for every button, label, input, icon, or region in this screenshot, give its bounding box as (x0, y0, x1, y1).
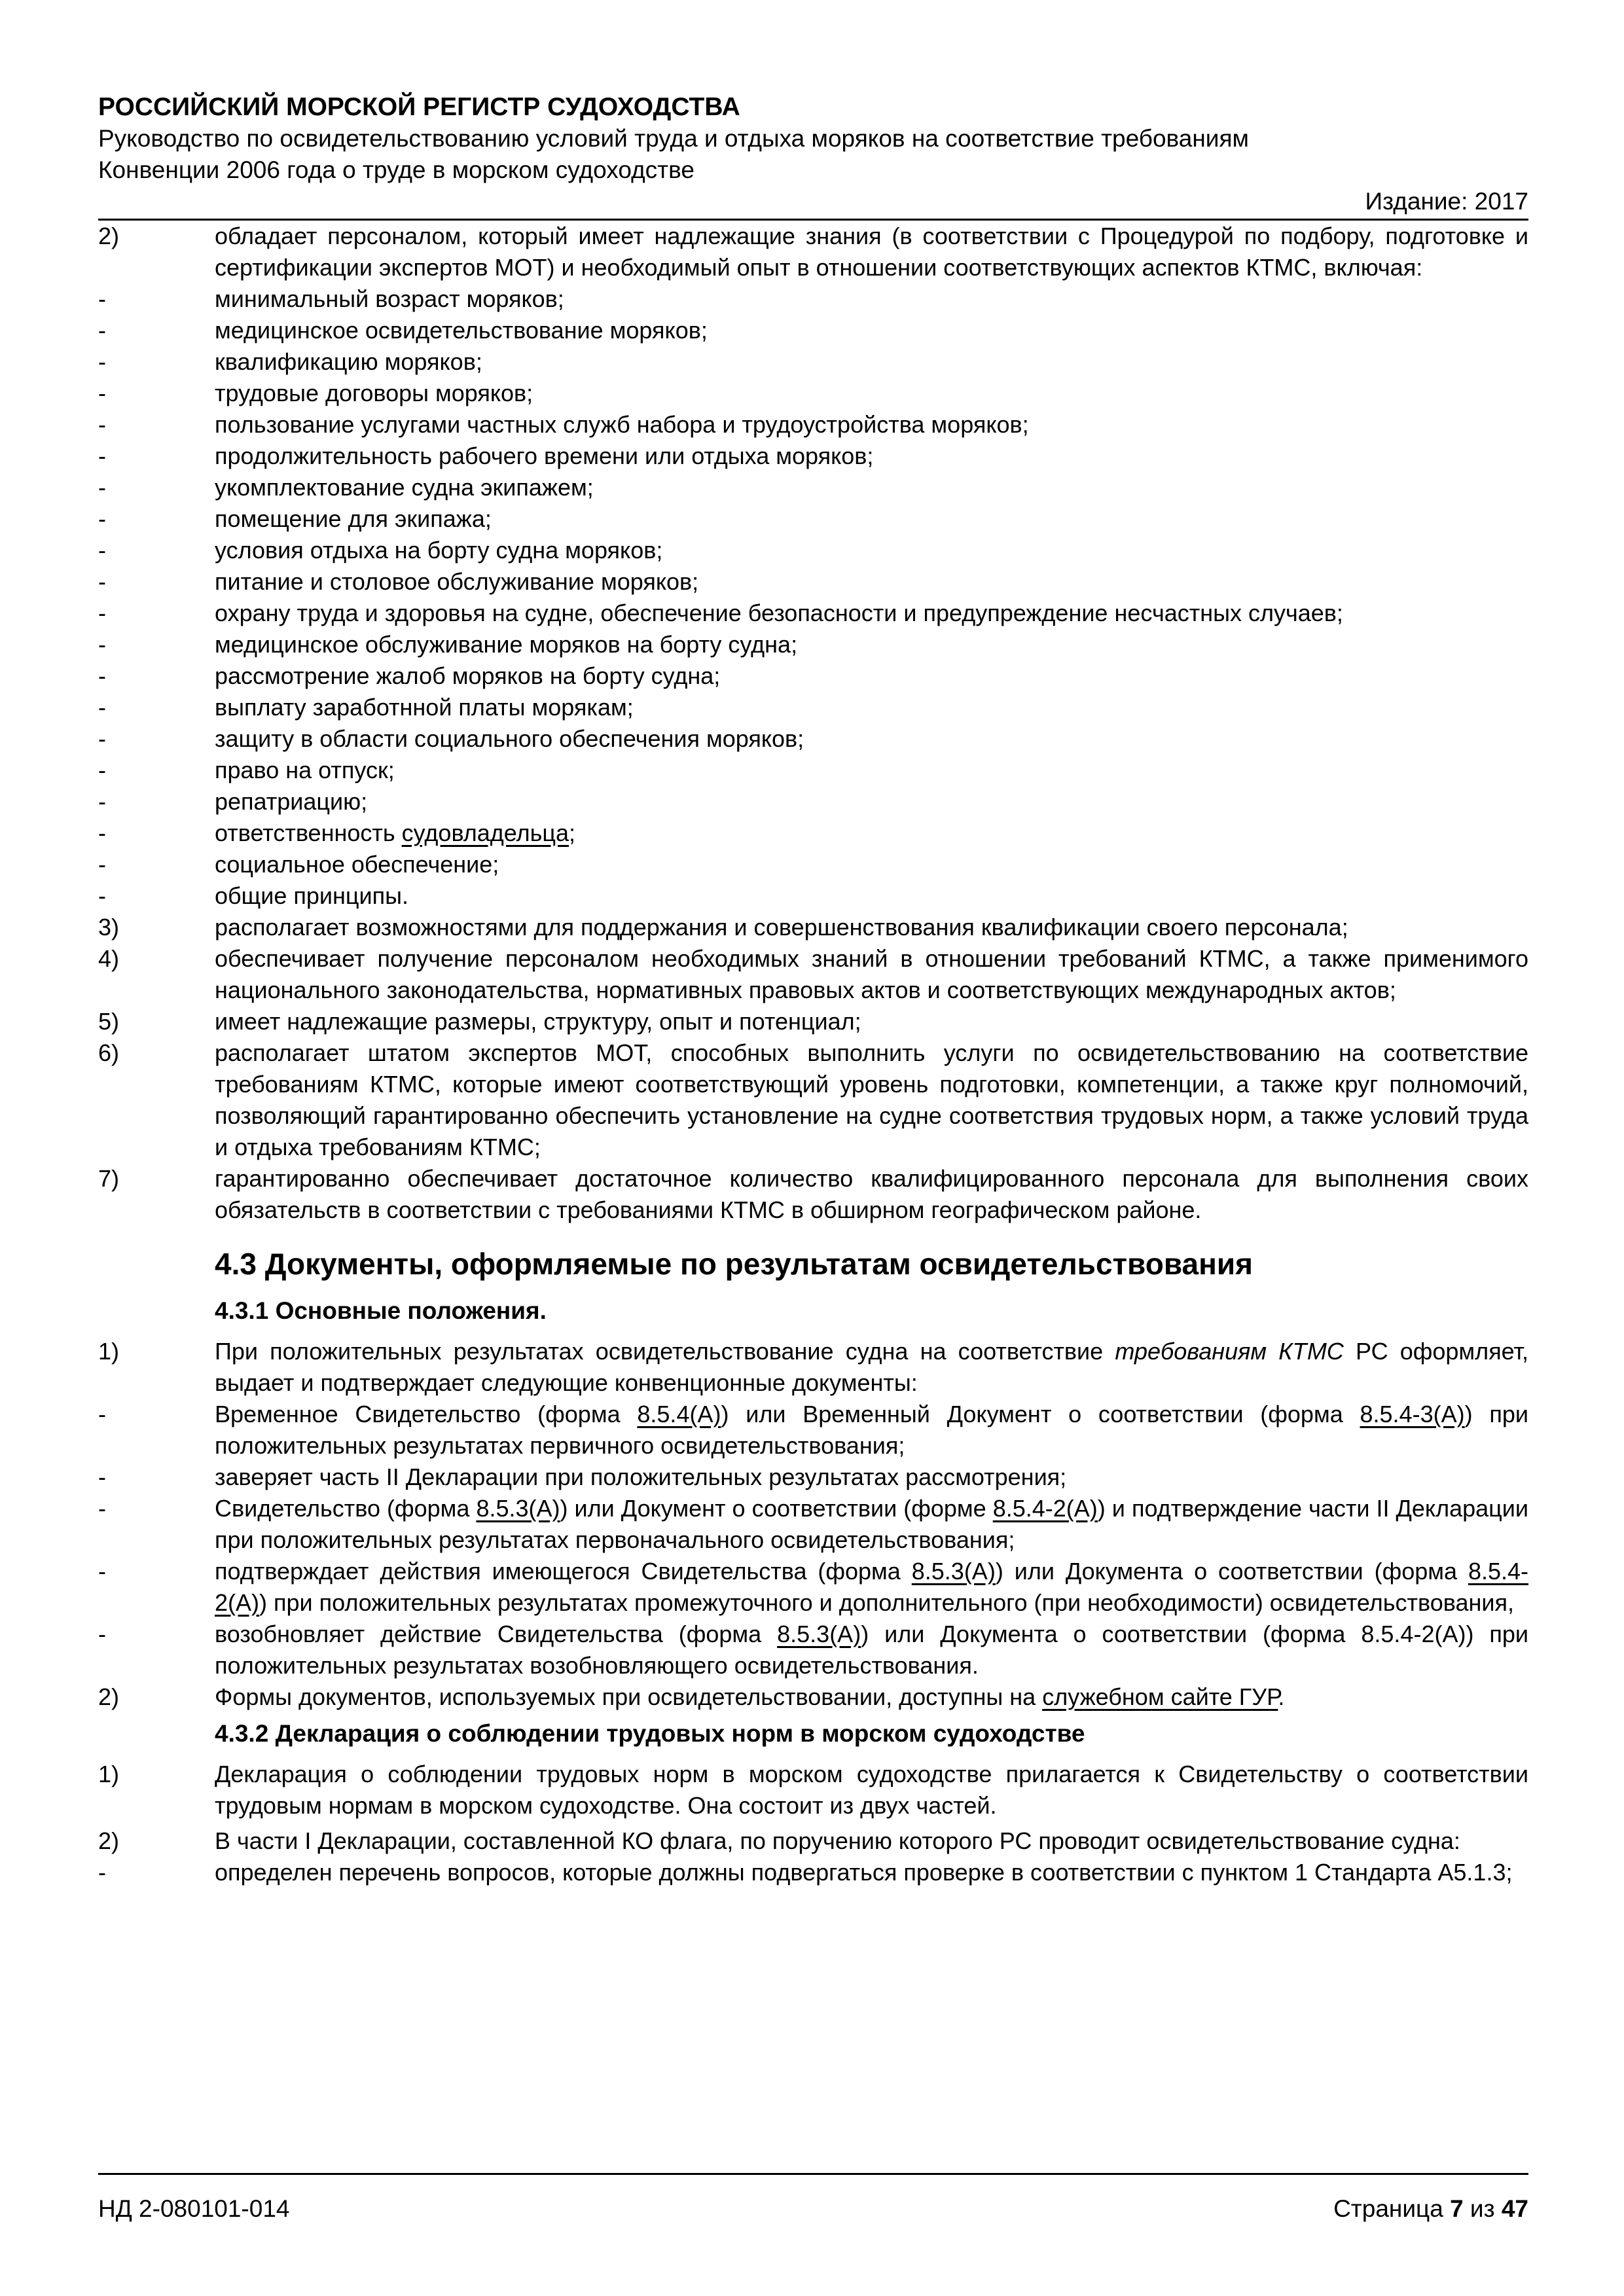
list-item (98, 1619, 1528, 1681)
section-heading-4-3: 4.3 Документы, оформляемые по результатам освидетельствования (215, 1247, 1253, 1281)
list-item (98, 660, 1528, 692)
header-edition: Издание: 2017 (1365, 188, 1528, 215)
item-marker: - (98, 442, 106, 469)
item-marker: - (98, 600, 106, 626)
item-marker: - (98, 1463, 106, 1490)
shipowner-link[interactable]: судовладельца (401, 819, 569, 846)
list-item (98, 1681, 1528, 1713)
page-total: 47 (1501, 2195, 1528, 2222)
text-fragment: возобновляет действие Свидетельства (форма (215, 1621, 778, 1647)
list-item (98, 723, 1528, 755)
item-text: медицинское освидетельствование моряков; (215, 317, 708, 344)
item-text: выплату заработнной платы морякам; (215, 694, 634, 721)
section-heading-4-3-2: 4.3.2 Декларация о соблюдении трудовых норм в морском судоходстве (215, 1720, 1085, 1747)
list-item (98, 1006, 1528, 1037)
list-item (98, 912, 1528, 943)
text-fragment: ) или Документ о соответствии (форме (560, 1495, 993, 1522)
item-marker: - (98, 1859, 106, 1886)
item-marker: - (98, 348, 106, 375)
item-text: определен перечень вопросов, которые должны подвергаться проверке в соответствии с пунктом 1 Стандарта А5.1.3; (215, 1859, 1513, 1886)
list-item (98, 409, 1528, 440)
footer-page-number (1333, 2193, 1528, 2225)
of-label: из (1463, 2195, 1502, 2222)
item-marker: - (98, 851, 106, 878)
form-link[interactable]: 8.5.4(А) (637, 1401, 721, 1427)
list-item (98, 535, 1528, 566)
item-text: располагает штатом экспертов МОТ, способных выполнить услуги по освидетельствованию на соответствие требованиям КТМС, которые имеют соответствующий уровень подготовки, компетенции, а также круг полномочий, позволяющий гарантированно обеспечить установление на судне соответствия трудовых норм, а также условий труда и отдыха требованиям КТМС; (215, 1039, 1528, 1160)
list-item (98, 440, 1528, 472)
text-fragment: ) или Документа о соответствии (форма 8.5.4-2(А)) при положительных результатах возобновляющего освидетельствования. (215, 1621, 1529, 1679)
form-link[interactable]: 8.5.4-3(А) (1360, 1401, 1465, 1427)
item-marker: - (98, 694, 106, 721)
list-item (98, 1462, 1528, 1493)
page-num: 7 (1450, 2195, 1464, 2222)
item-text (215, 1556, 1528, 1619)
item-text: пользование услугами частных служб набора и трудоустройства моряков; (215, 411, 1029, 438)
list-item (98, 346, 1528, 378)
item-text: имеет надлежащие размеры, структуру, опыт и потенциал; (215, 1008, 861, 1035)
item-text: обеспечивает получение персоналом необходимых знаний в отношении требований КТМС, а также применимого национального законодательства, нормативных правовых актов и соответствующих международных актов; (215, 945, 1528, 1003)
header-org: РОССИЙСКИЙ МОРСКОЙ РЕГИСТР СУДОХОДСТВА (98, 93, 740, 121)
italic-text: требованиям КТМС (1115, 1338, 1344, 1365)
list-item (98, 221, 1528, 283)
list-item (98, 1857, 1528, 1888)
list-item (98, 1825, 1528, 1857)
bullet-list (98, 283, 1528, 817)
item-marker: - (98, 819, 106, 846)
numbered-list (98, 912, 1528, 1226)
item-text: продолжительность рабочего времени или отдыха моряков; (215, 442, 874, 469)
text-fragment: Свидетельство (форма (215, 1495, 477, 1522)
list-item (98, 786, 1528, 817)
item-marker: 2) (98, 223, 120, 249)
item-marker: 1) (98, 1338, 120, 1365)
item-marker: 2) (98, 1827, 120, 1854)
text-fragment: ) или Временный Документ о соответствии (форма (721, 1401, 1360, 1427)
item-marker: - (98, 568, 106, 595)
item-marker: 7) (98, 1165, 120, 1192)
item-marker: - (98, 1558, 106, 1585)
form-link[interactable]: 8.5.3(А) (777, 1621, 861, 1647)
item-marker: - (98, 788, 106, 815)
text-fragment: ) при положительных результатах промежуточного и дополнительного (при необходимости) освидетельствования, (259, 1589, 1514, 1616)
list-item (98, 1493, 1528, 1556)
item-text: квалификацию моряков; (215, 348, 482, 375)
section-heading-4-3-1: 4.3.1 Основные положения. (215, 1297, 547, 1324)
list-item (98, 472, 1528, 503)
list-item (98, 503, 1528, 535)
list-item (98, 755, 1528, 786)
item-text: питание и столовое обслуживание моряков; (215, 568, 699, 595)
text-fragment: ) и подтверждение части II Декларации при положительных результатах первоначального освидетельствования; (215, 1495, 1528, 1553)
item-marker: 3) (98, 914, 120, 941)
list-item (98, 1556, 1528, 1619)
text-fragment: ; (569, 819, 576, 846)
footer-divider (98, 2173, 1528, 2175)
list-item (98, 566, 1528, 598)
item-text (215, 1336, 1528, 1399)
bullet-list (98, 849, 1528, 912)
item-marker: 6) (98, 1039, 120, 1066)
list-item (98, 629, 1528, 660)
item-marker: 4) (98, 945, 120, 972)
list-item (98, 283, 1528, 315)
form-link[interactable]: 8.5.3(А) (911, 1558, 996, 1585)
item-marker: - (98, 505, 106, 532)
item-text: укомплектование судна экипажем; (215, 474, 594, 501)
list-item (98, 943, 1528, 1006)
list-item (98, 1037, 1528, 1163)
item-text: располагает возможностями для поддержания и совершенствования квалификации своего персонала; (215, 914, 1348, 941)
item-marker: - (98, 474, 106, 501)
item-marker: - (98, 757, 106, 783)
form-link[interactable]: 8.5.4-2(А) (215, 1558, 1528, 1616)
item-marker: - (98, 662, 106, 689)
header-subtitle (98, 123, 1528, 186)
item-marker: - (98, 285, 106, 312)
form-link[interactable]: 8.5.3(А) (476, 1495, 560, 1522)
item-text: общие принципы. (215, 882, 408, 909)
text-fragment: РС оформляет, выдает и подтверждает следующие конвенционные документы: (215, 1338, 1529, 1396)
item-text: заверяет часть II Декларации при положительных результатах рассмотрения; (215, 1463, 1067, 1490)
page-label: Страница (1333, 2195, 1451, 2222)
form-link[interactable]: 8.5.4-2(А) (992, 1495, 1098, 1522)
item-text (215, 1619, 1528, 1681)
item-text (215, 1493, 1528, 1556)
item-text: медицинское обслуживание моряков на борту судна; (215, 631, 798, 658)
list-item (98, 817, 1528, 849)
item-text: репатриацию; (215, 788, 368, 815)
document-page (98, 92, 1528, 1888)
text-fragment: Временное Свидетельство (форма (215, 1401, 638, 1427)
item-text: охрану труда и здоровья на судне, обеспечение безопасности и предупреждение несчастных случаев; (215, 600, 1343, 626)
item-marker: - (98, 631, 106, 658)
item-text: помещение для экипажа; (215, 505, 492, 532)
text-fragment: подтверждает действия имеющегося Свидетельства (форма (215, 1558, 912, 1585)
text-fragment: ) или Документа о соответствии (форма (995, 1558, 1468, 1585)
list-item (98, 880, 1528, 912)
header-subtitle-line2: Конвенции 2006 года о труде в морском судоходстве (98, 156, 695, 183)
item-marker: - (98, 317, 106, 344)
page-footer (98, 2173, 1528, 2225)
item-text: минимальный возраст моряков; (215, 285, 564, 312)
item-marker: - (98, 537, 106, 564)
text-fragment: При положительных результатах освидетельствование судна на соответствие (215, 1338, 1115, 1365)
item-marker: 5) (98, 1008, 120, 1035)
list-item (98, 849, 1528, 880)
item-marker: 1) (98, 1761, 120, 1787)
item-marker: 2) (98, 1683, 120, 1710)
item-marker: - (98, 411, 106, 438)
item-text (215, 1399, 1528, 1462)
item-marker: - (98, 882, 106, 909)
header-subtitle-line1: Руководство по освидетельствованию условий труда и отдыха моряков на соответствие требованиям (98, 125, 1249, 152)
item-text: обладает персоналом, который имеет надлежащие знания (в соответствии с Процедурой по подбору, подготовке и сертификации экспертов МОТ) и необходимый опыт в отношении соответствующих аспектов КТМС, включая: (215, 223, 1528, 281)
text-fragment: ответственность (215, 819, 402, 846)
list-item (98, 1336, 1528, 1399)
list-item (98, 1163, 1528, 1226)
service-site-link[interactable]: служебном сайте ГУР (1042, 1683, 1278, 1710)
item-text: право на отпуск; (215, 757, 395, 783)
list-item (98, 1399, 1528, 1462)
text-fragment: Формы документов, используемых при освидетельствовании, доступны на (215, 1683, 1043, 1710)
item-text: защиту в области социального обеспечения моряков; (215, 725, 804, 752)
list-item (98, 315, 1528, 346)
item-text: трудовые договоры моряков; (215, 380, 533, 406)
item-text (215, 817, 1528, 849)
list-item (98, 598, 1528, 629)
item-text: В части I Декларации, составленной КО флага, по поручению которого РС проводит освидетельствование судна: (215, 1827, 1460, 1854)
item-text (215, 1681, 1528, 1713)
list-item (98, 1759, 1528, 1821)
item-marker: - (98, 725, 106, 752)
list-item (98, 378, 1528, 409)
item-marker: - (98, 1401, 106, 1427)
item-text: социальное обеспечение; (215, 851, 499, 878)
item-text: рассмотрение жалоб моряков на борту судна; (215, 662, 721, 689)
footer-doc-id: НД 2-080101-014 (98, 2195, 290, 2222)
list-item (98, 692, 1528, 723)
item-marker: - (98, 1495, 106, 1522)
item-marker: - (98, 1621, 106, 1647)
item-text: гарантированно обеспечивает достаточное количество квалифицированного персонала для выполнения своих обязательств в соответствии с требованиями КТМС в обширном географическом районе. (215, 1165, 1528, 1223)
text-fragment: ) при положительных результатах первичного освидетельствования; (215, 1401, 1528, 1459)
item-text: Декларация о соблюдении трудовых норм в морском судоходстве прилагается к Свидетельству о соответствии трудовым нормам в морском судоходстве. Она состоит из двух частей. (215, 1761, 1528, 1819)
text-fragment: . (1278, 1683, 1285, 1710)
item-marker: - (98, 380, 106, 406)
item-text: условия отдыха на борту судна моряков; (215, 537, 663, 564)
